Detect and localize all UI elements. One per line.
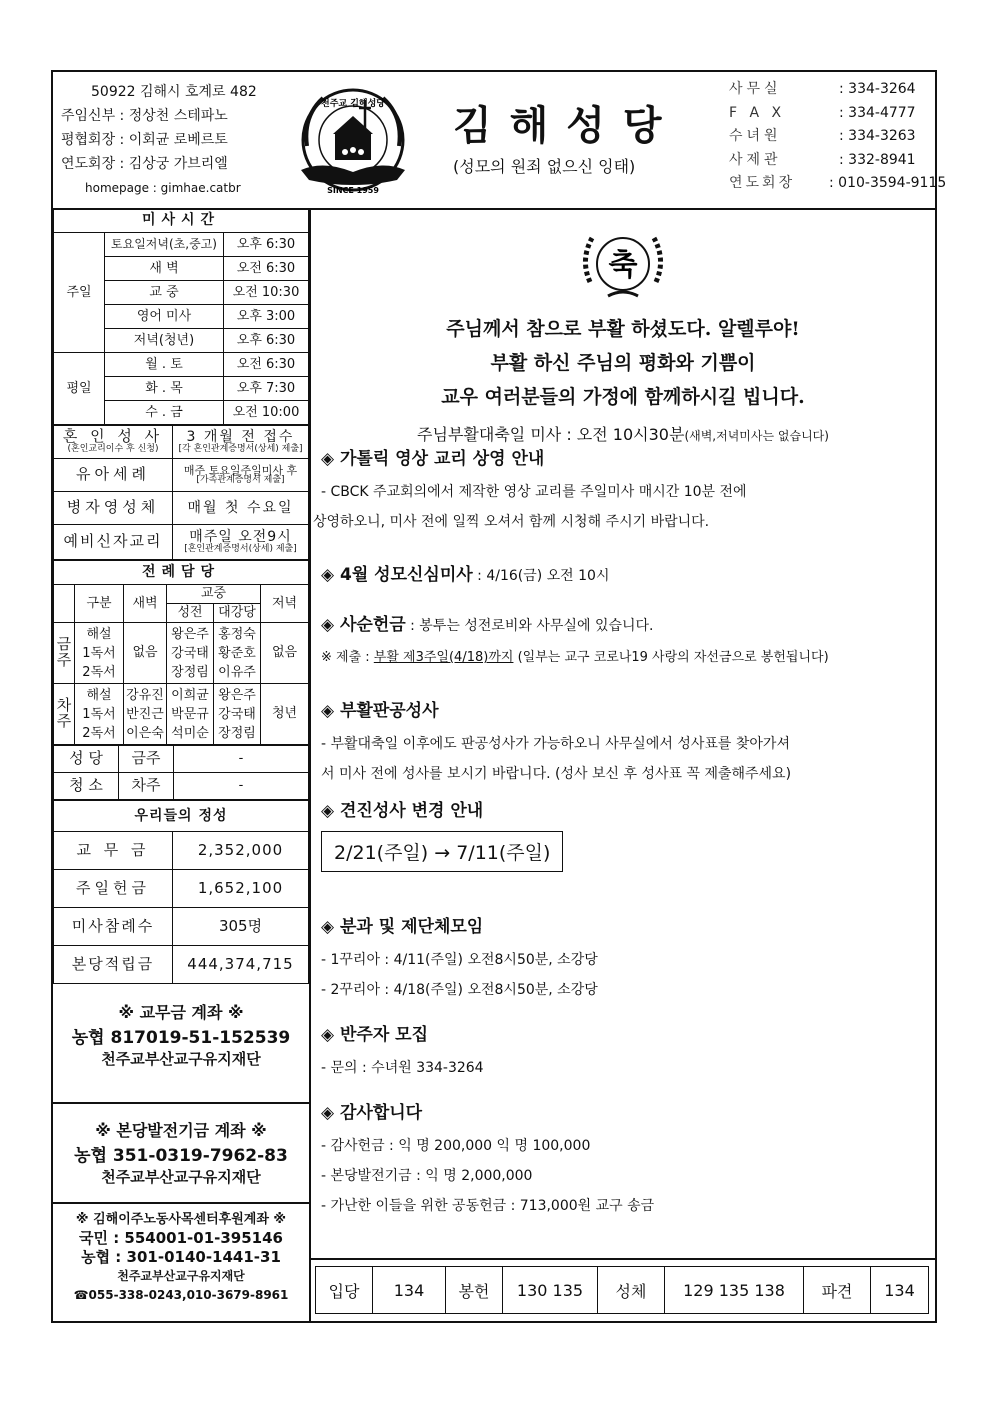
easter-mass-text: 주님부활대축일 미사 : 오전 10시30분 <box>417 425 685 444</box>
greeting-line-1: 주님께서 참으로 부활 하셨도다. 알렐루야! <box>446 318 800 340</box>
sacrament-name: 혼 인 성 사 (혼인교리이수 후 신청) <box>54 426 173 459</box>
contact-row <box>729 78 946 102</box>
celebration-seal-text: 축 <box>608 248 638 283</box>
offering-label: 교 무 금 <box>54 832 173 870</box>
contact-value: : 332-8941 <box>839 151 916 168</box>
mass-time: 오전 10:30 <box>224 281 309 305</box>
cleaning-table <box>53 745 309 800</box>
small-hall-readers: 왕은주 강국태 장정림 <box>214 684 261 745</box>
homepage: homepage : gimhae.catbr <box>85 181 241 195</box>
this-week-label: 금주 <box>54 623 75 684</box>
mass-name: 수 . 금 <box>105 401 224 425</box>
notice-text: - 부활대축일 이후에도 판공성사가 가능하오니 사무실에서 성사표를 찾아가셔 <box>321 736 790 752</box>
easter-greeting <box>311 208 935 445</box>
account-number: 농협 817019-51-152539 <box>71 1028 291 1048</box>
notice-text: 서 미사 전에 성사를 보시기 바랍니다. (성사 보신 후 성사표 꼭 제출해주세요) <box>321 766 792 782</box>
notice-text: - 문의 : 수녀원 334-3264 <box>321 1060 484 1076</box>
mass-name: 교 중 <box>105 281 224 305</box>
account-title: ※ 김해이주노동사목센터후원계좌 ※ <box>75 1212 287 1227</box>
notice-heading: ◈ 견진성사 변경 안내 <box>321 801 484 821</box>
right-column <box>311 208 935 1323</box>
sacrament-name: 예비신자교리 <box>54 525 173 560</box>
notice-text: - 감사헌금 : 익 명 200,000 익 명 100,000 <box>321 1138 591 1154</box>
mass-time: 오후 7:30 <box>224 377 309 401</box>
mass-time: 오후 3:00 <box>224 305 309 329</box>
notice-text: - 1꾸리아 : 4/11(주일) 오전8시50분, 소강당 <box>321 952 598 968</box>
mass-name: 화 . 목 <box>105 377 224 401</box>
cleaning-label: 성 당 <box>54 746 119 773</box>
easter-mass-note: (새벽,저녁미사는 없습니다) <box>684 429 829 443</box>
notice-video-catechism <box>313 444 927 537</box>
contact-value: : 334-3264 <box>839 81 916 97</box>
hymn-value: 134 <box>871 1267 929 1314</box>
notice-organist <box>321 1020 927 1083</box>
col-evening: 저녁 <box>261 585 309 623</box>
phone-number: ☎055-338-0243,010-3679-8961 <box>73 1288 289 1302</box>
col-small-hall: 대강당 <box>214 604 261 623</box>
sunday-label: 주일 <box>54 233 105 353</box>
mass-schedule-table <box>53 208 309 425</box>
notice-marian-mass <box>321 560 927 593</box>
account-title: ※ 본당발전기금 계좌 ※ <box>95 1121 267 1140</box>
left-column <box>53 208 311 1323</box>
notice-text: - 본당발전기금 : 익 명 2,000,000 <box>321 1168 533 1184</box>
sacrament-table <box>53 425 309 560</box>
page-title: 김해성당 <box>453 102 680 149</box>
notice-lent-offering <box>321 610 927 673</box>
small-hall-readers: 홍정숙 황준호 이유주 <box>214 623 261 684</box>
confirmation-date-box: 2/21(주일) → 7/11(주일) <box>321 831 563 872</box>
seal-top-text: 천주교 김해성당 <box>321 99 385 109</box>
sacrament-value: 3 개월 전 접수 [각 혼인관계증명서(상세) 제출] <box>173 426 309 459</box>
next-week-label: 차주 <box>119 773 174 800</box>
offering-value: 305명 <box>173 908 309 946</box>
contact-row <box>729 102 946 126</box>
notice-heading: ◈ 사순헌금 : 봉투는 성전로비와 사무실에 있습니다. <box>321 615 654 635</box>
col-altar: 성전 <box>167 604 214 623</box>
mass-time: 오전 6:30 <box>224 353 309 377</box>
celebration-seal-icon <box>578 226 668 308</box>
hymn-label: 입당 <box>316 1267 373 1314</box>
hymn-number-bar <box>311 1258 935 1314</box>
notice-heading: ◈ 가톨릭 영상 교리 상영 안내 <box>321 449 545 469</box>
hymn-value: 130 135 <box>503 1267 598 1314</box>
offering-value: 2,352,000 <box>173 832 309 870</box>
header <box>53 72 947 210</box>
sacrament-value: 매주일 오전9시 [혼인관계증명서(상세) 제출] <box>173 525 309 560</box>
sacrament-value: 매월 첫 수요일 <box>173 492 309 525</box>
notice-text: - 가난한 이들을 위한 공동헌금 : 713,000원 교구 송금 <box>321 1198 655 1214</box>
hymn-value: 129 135 138 <box>665 1267 804 1314</box>
header-info <box>61 80 257 200</box>
hymn-label: 파견 <box>804 1267 871 1314</box>
next-week-label: 차주 <box>54 684 75 745</box>
role-list: 해설 1독서 2독서 <box>75 684 124 745</box>
account-number: 국민 : 554001-01-395146 <box>79 1229 283 1247</box>
notice-text: - CBCK 주교회의에서 제작한 영상 교리를 주일미사 매시간 10분 전에 <box>321 484 747 500</box>
council-president: 평협회장 : 이회균 로베르토 <box>61 132 228 148</box>
this-week-label: 금주 <box>119 746 174 773</box>
col-gubun: 구분 <box>75 585 124 623</box>
notice-heading: ◈ 반주자 모집 <box>321 1025 429 1045</box>
account-owner: 천주교부산교구유지재단 <box>117 1269 245 1283</box>
tithe-account <box>53 994 309 1102</box>
evening-reader: 없음 <box>261 623 309 684</box>
contact-row <box>729 125 946 149</box>
hymn-label: 성체 <box>598 1267 665 1314</box>
seal-since-text: SINCE 1959 <box>327 186 379 195</box>
bulletin-frame <box>51 70 947 1323</box>
sacrament-name: 유아세례 <box>54 459 173 492</box>
contact-value: : 010-3594-9115 <box>829 175 947 191</box>
hymn-table <box>315 1266 929 1314</box>
offering-title: 우리들의 정성 <box>54 801 309 832</box>
offering-table <box>53 800 309 984</box>
dawn-readers: 강유진 반진근 이은숙 <box>124 684 167 745</box>
account-number: 농협 : 301-0140-1441-31 <box>81 1248 281 1266</box>
hymn-label: 봉헌 <box>446 1267 503 1314</box>
col-dawn: 새벽 <box>124 585 167 623</box>
role-list: 해설 1독서 2독서 <box>75 623 124 684</box>
easter-mass-time <box>311 422 935 445</box>
legion-president: 연도회장 : 김상궁 가브리엘 <box>61 156 228 172</box>
contact-label: 사제관 <box>729 151 782 168</box>
liturgy-table <box>53 560 309 745</box>
mass-time: 오후 6:30 <box>224 233 309 257</box>
address: 50922 김해시 호계로 482 <box>91 84 257 100</box>
account-owner: 천주교부산교구유지재단 <box>101 1168 261 1186</box>
sacrament-name: 병자영성체 <box>54 492 173 525</box>
contact-label: 사무실 <box>729 81 782 97</box>
notice-easter-confession <box>321 696 927 789</box>
page-subtitle: (성모의 원죄 없으신 잉태) <box>453 157 636 176</box>
pastor: 주임신부 : 정상천 스테파노 <box>61 108 228 124</box>
notice-heading: ◈ 부활판공성사 <box>321 701 439 721</box>
evening-reader: 청년 <box>261 684 309 745</box>
account-number: 농협 351-0319-7962-83 <box>74 1146 288 1166</box>
notice-heading: ◈ 분과 및 제단체모임 <box>321 917 484 937</box>
offering-value: 1,652,100 <box>173 870 309 908</box>
cleaning-this-week: - <box>174 746 309 773</box>
col-main: 교중 <box>167 585 261 604</box>
offering-value: 444,374,715 <box>173 946 309 984</box>
notice-text: ※ 제출 : 부활 제3주일(4/18)까지 (일부는 교구 코로나19 사랑의 자선금으로 봉헌됩니다) <box>321 650 829 665</box>
greeting-line-3: 교우 여러분들의 가정에 함께하시길 빕니다. <box>441 386 805 408</box>
mass-title: 미사시간 <box>54 209 309 233</box>
development-fund-account <box>53 1102 309 1202</box>
mass-name: 새 벽 <box>105 257 224 281</box>
notice-confirmation <box>321 796 927 872</box>
contact-row <box>729 149 946 173</box>
mass-time: 오전 10:00 <box>224 401 309 425</box>
account-title: ※ 교무금 계좌 ※ <box>118 1003 244 1022</box>
mass-name: 월 . 토 <box>105 353 224 377</box>
sacrament-value: 매주 토요일주일미사 후 [가족관계증명서 제출] <box>173 459 309 492</box>
offering-label: 미사참례수 <box>54 908 173 946</box>
dawn-reader: 없음 <box>124 623 167 684</box>
greeting-line-2: 부활 하신 주님의 평화와 기쁨이 <box>490 352 756 374</box>
notice-text: - 2꾸리아 : 4/18(주일) 오전8시50분, 소강당 <box>321 982 598 998</box>
mass-name: 토요일저녁(초,중고) <box>105 233 224 257</box>
contact-row <box>729 172 946 196</box>
mass-name: 저녁(청년) <box>105 329 224 353</box>
mass-time: 오후 6:30 <box>224 329 309 353</box>
contact-label: F A X <box>729 104 786 121</box>
hymn-value: 134 <box>373 1267 446 1314</box>
notice-heading: ◈ 4월 성모신심미사 : 4/16(금) 오전 10시 <box>321 565 610 585</box>
mass-name: 영어 미사 <box>105 305 224 329</box>
mass-time: 오전 6:30 <box>224 257 309 281</box>
altar-readers: 왕은주 강국태 장정림 <box>167 623 214 684</box>
offering-label: 본당적립금 <box>54 946 173 984</box>
contact-label: 연도회장 <box>729 175 796 191</box>
cleaning-label: 청 소 <box>54 773 119 800</box>
contact-value: : 334-3263 <box>839 128 916 144</box>
account-owner: 천주교부산교구유지재단 <box>101 1050 261 1068</box>
notice-thanks <box>321 1098 927 1221</box>
parish-seal-icon <box>293 86 413 198</box>
contact-value: : 334-4777 <box>839 104 916 121</box>
offering-label: 주일헌금 <box>54 870 173 908</box>
migrant-center-account <box>53 1202 309 1314</box>
contact-label: 수녀원 <box>729 128 782 144</box>
notice-groups <box>321 912 927 1005</box>
notice-text: 상영하오니, 미사 전에 일찍 오셔서 함께 시청해 주시기 바랍니다. <box>313 514 710 530</box>
liturgy-title: 전례담당 <box>54 561 309 585</box>
contact-list <box>729 78 946 196</box>
cleaning-next-week: - <box>174 773 309 800</box>
notice-heading: ◈ 감사합니다 <box>321 1103 423 1123</box>
altar-readers: 이희균 박문규 석미순 <box>167 684 214 745</box>
weekday-label: 평일 <box>54 353 105 425</box>
